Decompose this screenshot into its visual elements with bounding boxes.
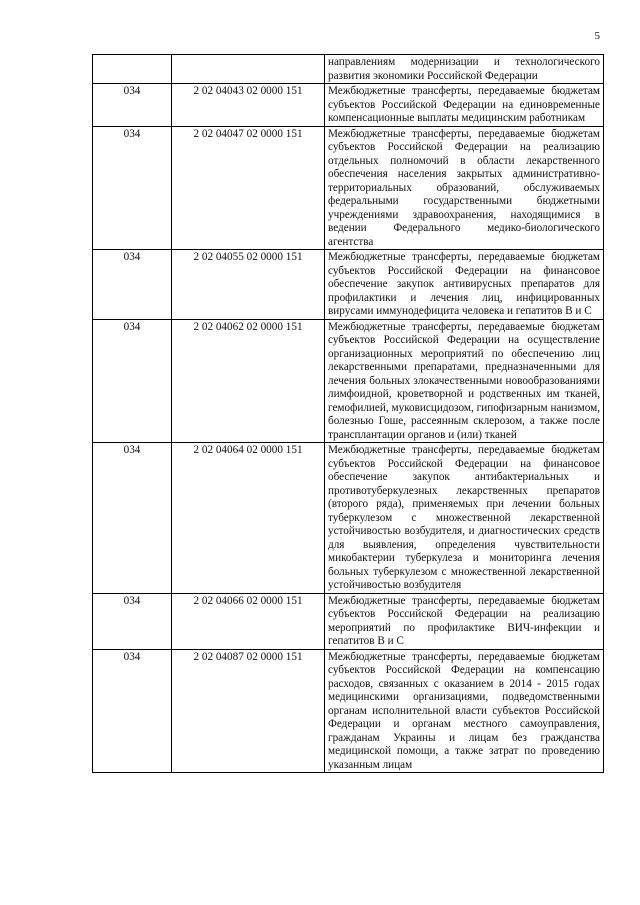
admin-code-cell: 034: [93, 250, 172, 320]
budget-code-cell: [172, 55, 325, 84]
admin-code-cell: 034: [93, 84, 172, 127]
description-cell: Межбюджетные трансферты, передаваемые бюджетам субъектов Российской Федерации на осуществление организационных мероприятий по обеспечению лиц лекарственными препаратами, предназначенными для лечения больных злокачественными новообразованиями лимфоидной, кроветворной и родственных им тканей, гемофилией, муковисцидозом, гипофизарным нанизмом, болезнью Гоше, рассеянным склерозом, а также после трансплантации органов и (или) тканей: [325, 319, 604, 443]
table-row: [93, 84, 604, 127]
admin-code-cell: 034: [93, 319, 172, 443]
budget-code-cell: 2 02 04064 02 0000 151: [172, 443, 325, 594]
admin-code-cell: 034: [93, 649, 172, 773]
table-row: [93, 443, 604, 594]
admin-code-cell: 034: [93, 593, 172, 649]
description-cell: Межбюджетные трансферты, передаваемые бюджетам субъектов Российской Федерации на финансовое обеспечение закупок антибактериальных и противотуберкулезных лекарственных препаратов (второго ряда), применяемых при лечении больных туберкулезом с множественной лекарственной устойчивостью возбудителя, и диагностических средств для выявления, определения чувствительности микобактерии туберкулеза и мониторинга лечения больных туберкулезом с множественной лекарственной устойчивостью возбудителя: [325, 443, 604, 594]
table-row: [93, 649, 604, 773]
description-cell: Межбюджетные трансферты, передаваемые бюджетам субъектов Российской Федерации на финансовое обеспечение закупок антивирусных препаратов для профилактики и лечения лиц, инфицированных вирусами иммунодефицита человека и гепатитов B и C: [325, 250, 604, 320]
budget-code-cell: 2 02 04043 02 0000 151: [172, 84, 325, 127]
admin-code-cell: 034: [93, 126, 172, 250]
budget-code-cell: 2 02 04047 02 0000 151: [172, 126, 325, 250]
table-row: [93, 126, 604, 250]
table-row: [93, 593, 604, 649]
admin-code-cell: [93, 55, 172, 84]
budget-code-cell: 2 02 04062 02 0000 151: [172, 319, 325, 443]
admin-code-cell: 034: [93, 443, 172, 594]
description-cell: направлениям модернизации и технологического развития экономики Российской Федерации: [325, 55, 604, 84]
table-row: [93, 55, 604, 84]
description-cell: Межбюджетные трансферты, передаваемые бюджетам субъектов Российской Федерации на реализацию мероприятий по профилактике ВИЧ-инфекции и гепатитов B и C: [325, 593, 604, 649]
description-cell: Межбюджетные трансферты, передаваемые бюджетам субъектов Российской Федерации на единовременные компенсационные выплаты медицинским работникам: [325, 84, 604, 127]
budget-code-cell: 2 02 04066 02 0000 151: [172, 593, 325, 649]
description-cell: Межбюджетные трансферты, передаваемые бюджетам субъектов Российской Федерации на реализацию отдельных полномочий в области лекарственного обеспечения населения закрытых административно-территориальных образований, обслуживаемых федеральными государственными бюджетными учреждениями здравоохранения, находящимися в ведении Федерального медико-биологического агентства: [325, 126, 604, 250]
page-number: 5: [594, 30, 600, 42]
budget-code-cell: 2 02 04087 02 0000 151: [172, 649, 325, 773]
table-row: [93, 319, 604, 443]
budget-code-cell: 2 02 04055 02 0000 151: [172, 250, 325, 320]
description-cell: Межбюджетные трансферты, передаваемые бюджетам субъектов Российской Федерации на компенсацию расходов, связанных с оказанием в 2014 - 2015 годах медицинскими организациями, подведомственными органам исполнительной власти субъектов Российской Федерации и органам местного самоуправления, гражданам Украины и лицам без гражданства медицинской помощи, а также затрат по проведению указанным лицам: [325, 649, 604, 773]
budget-code-table: [92, 54, 604, 773]
table-row: [93, 250, 604, 320]
